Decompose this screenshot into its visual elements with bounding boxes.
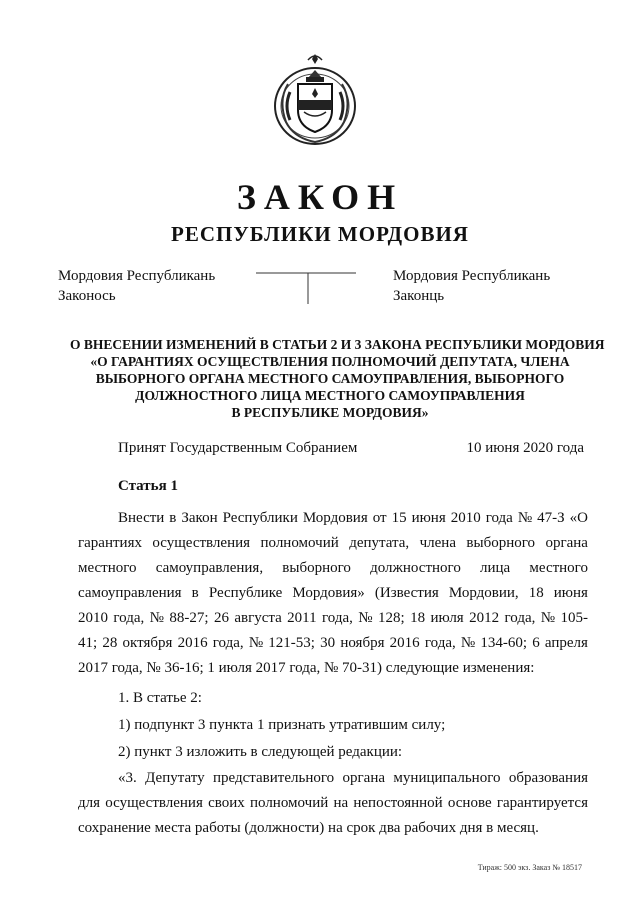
article-title: Статья 1	[118, 478, 178, 494]
adoption-date: 10 июня 2020 года	[466, 440, 584, 456]
intro-line-5: 2010 года, № 88-27; 26 августа 2011 года, № 128; 18 июля 2012 года, № 105-	[78, 610, 588, 626]
article-intro-paragraph	[78, 506, 588, 681]
lang-right-line-2: Законць	[393, 288, 445, 304]
quote-line-1: «3. Депутату представительного органа муниципального образования	[118, 770, 588, 786]
lang-left-line-2: Законось	[58, 288, 116, 304]
quote-line-2: для осуществления своих полномочий на непостоянной основе гарантируется	[78, 795, 588, 811]
law-heading	[70, 336, 605, 421]
document-subtitle: РЕСПУБЛИКИ МОРДОВИЯ	[171, 222, 469, 246]
intro-line-2: гарантиях осуществления полномочий депутата, члена выборного органа	[78, 535, 588, 551]
document-title: ЗАКОН	[236, 177, 404, 217]
law-title-mokshan-left	[58, 266, 215, 306]
intro-line-1: Внести в Закон Республики Мордовия от 15 июня 2010 года № 47-З «О	[118, 510, 588, 526]
print-run-info: Тираж: 500 экз. Заказ № 18517	[477, 863, 582, 872]
law-number-field	[256, 272, 358, 306]
lang-left-line-1: Мордовия Республикань	[58, 268, 216, 284]
quoted-amendment	[78, 766, 588, 841]
intro-line-3: местного самоуправления, выборного должностного лица местного	[78, 560, 588, 576]
law-title-erzyan-right	[393, 266, 550, 306]
heading-line-1: О ВНЕСЕНИИ ИЗМЕНЕНИЙ В СТАТЬИ 2 И 3 ЗАКОНА РЕСПУБЛИКИ МОРДОВИЯ	[70, 337, 605, 352]
heading-line-4: ДОЛЖНОСТНОГО ЛИЦА МЕСТНОГО САМОУПРАВЛЕНИЯ	[135, 388, 525, 403]
heading-line-2: «О ГАРАНТИЯХ ОСУЩЕСТВЛЕНИЯ ПОЛНОМОЧИЙ ДЕПУТАТА, ЧЛЕНА	[90, 354, 570, 369]
lang-right-line-1: Мордовия Республикань	[393, 268, 551, 284]
intro-line-6: 41; 28 октября 2016 года, № 121-53; 30 ноября 2016 года, № 134-60; 6 апреля	[78, 635, 588, 651]
intro-line-4: самоуправления в Республике Мордовия» (Известия Мордовии, 18 июня	[78, 585, 588, 601]
intro-line-7: 2017 года, № 36-16; 1 июля 2017 года, № 70-31) следующие изменения:	[78, 660, 535, 676]
item-1-subitem-1: 1) подпункт 3 пункта 1 признать утратившим силу;	[118, 717, 446, 733]
quote-line-3: сохранение места работы (должности) на срок два рабочих дня в месяц.	[78, 820, 539, 836]
heading-line-3: ВЫБОРНОГО ОРГАНА МЕСТНОГО САМОУПРАВЛЕНИЯ, ВЫБОРНОГО	[95, 371, 565, 386]
heading-line-5: В РЕСПУБЛИКЕ МОРДОВИЯ»	[231, 405, 429, 420]
item-1-subitem-2: 2) пункт 3 изложить в следующей редакции:	[118, 744, 403, 760]
item-1: 1. В статье 2:	[118, 690, 202, 706]
coat-of-arms-emblem	[268, 50, 362, 148]
adopted-by-text: Принят Государственным Собранием	[118, 440, 358, 456]
